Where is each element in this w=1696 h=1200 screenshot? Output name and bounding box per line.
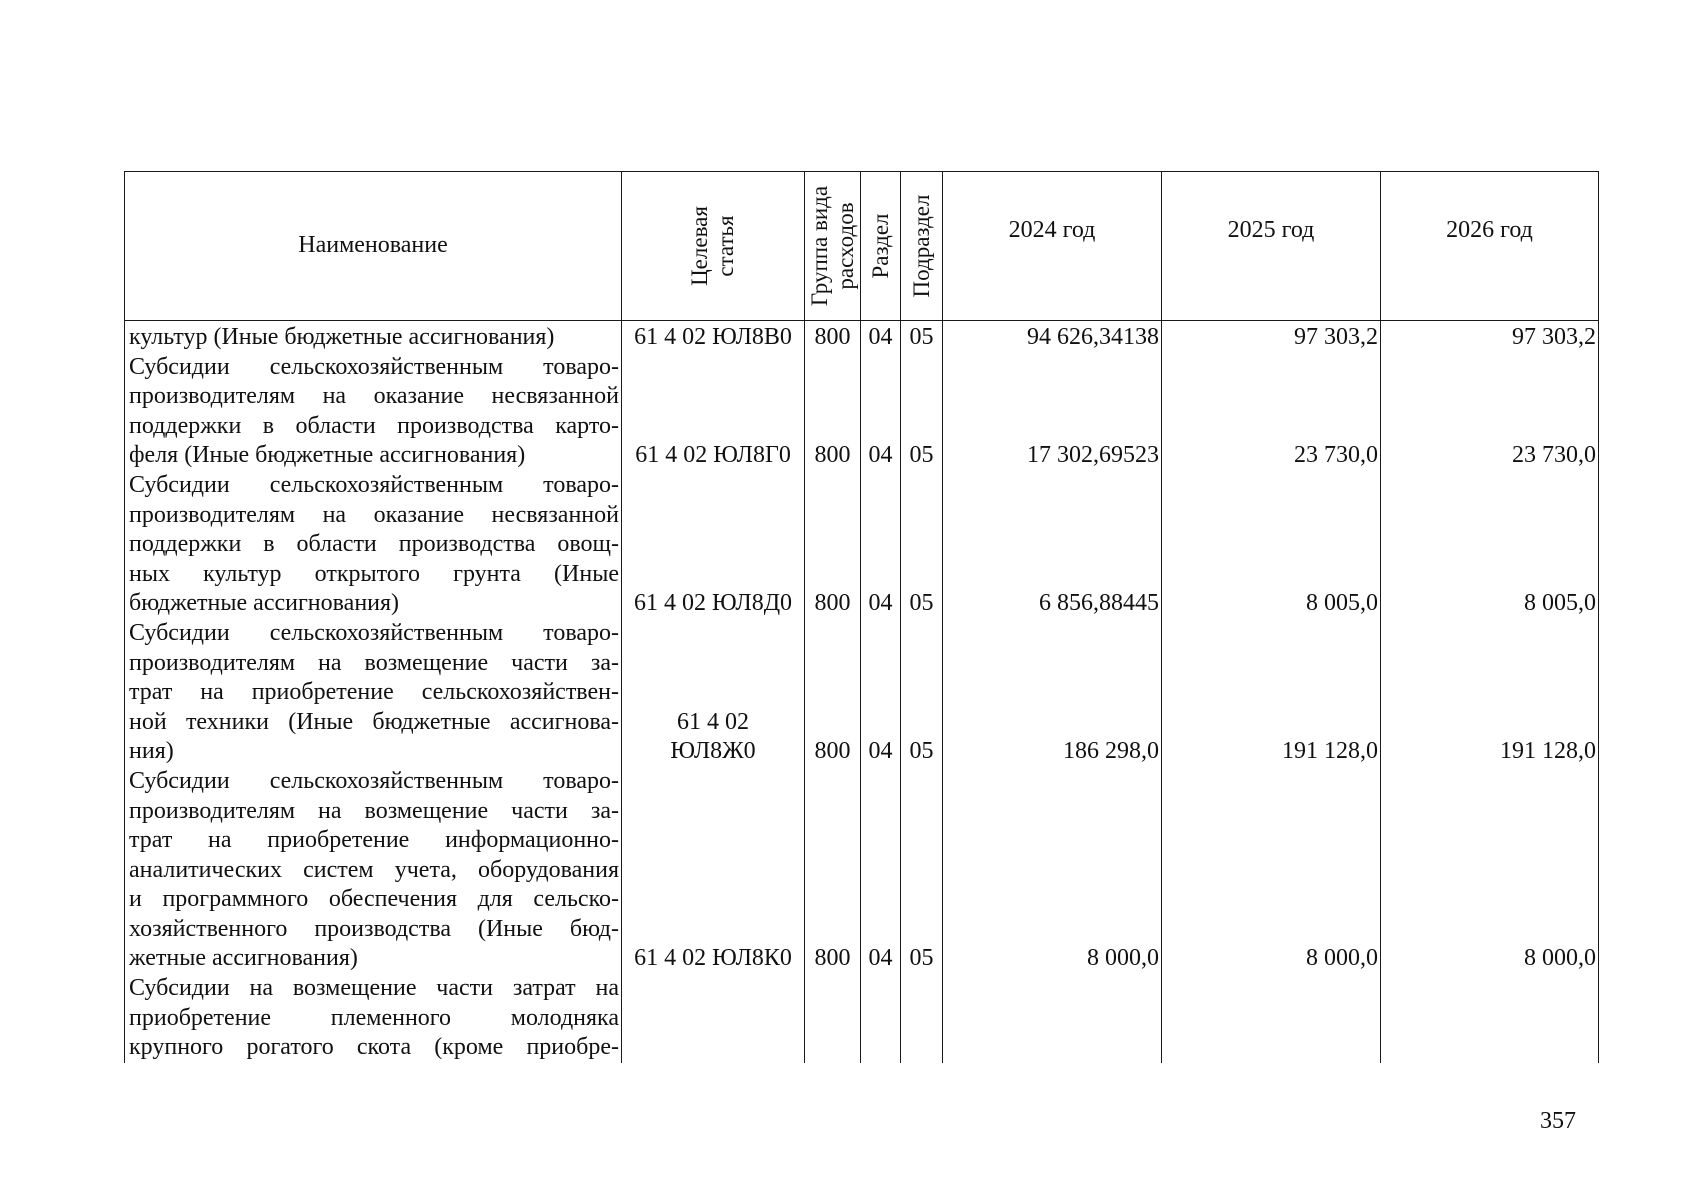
row-group: 800 [805, 619, 861, 767]
header-subsection-label: Подраздел [908, 194, 934, 298]
row-group [805, 974, 861, 1063]
table-row [125, 353, 1599, 471]
row-name-line: трат на приобретение информационно- [129, 827, 619, 854]
row-code: 61 4 02 ЮЛ8К0 [622, 767, 805, 974]
row-name-line: производителям на оказание несвязанной [129, 501, 619, 528]
row-value-2026: 23 730,0 [1381, 353, 1599, 471]
row-name [125, 974, 622, 1063]
row-subsection: 05 [901, 767, 943, 974]
table-row [125, 619, 1599, 767]
row-section: 04 [861, 353, 901, 471]
row-name-line: ных культур открытого грунта (Иные [129, 560, 619, 587]
row-name-line: Субсидии сельскохозяйственным товаро- [129, 619, 619, 646]
header-name [125, 172, 622, 321]
header-section [861, 172, 901, 321]
table-row [125, 321, 1599, 353]
row-value-2026: 97 303,2 [1381, 321, 1599, 353]
row-group: 800 [805, 767, 861, 974]
row-group: 800 [805, 471, 861, 619]
row-value-2026: 191 128,0 [1381, 619, 1599, 767]
budget-table [124, 171, 1599, 1063]
row-value-2024: 186 298,0 [943, 619, 1162, 767]
row-value-2025: 8 000,0 [1162, 767, 1381, 974]
header-target-line1: Целевая [687, 206, 712, 286]
row-subsection: 05 [901, 321, 943, 353]
row-name [125, 321, 622, 353]
header-year-2026 [1381, 172, 1599, 321]
row-code-line2: ЮЛ8Ж0 [670, 738, 756, 765]
row-section: 04 [861, 471, 901, 619]
row-name-line: производителям на возмещение части за- [129, 797, 619, 824]
row-value-2025: 97 303,2 [1162, 321, 1381, 353]
row-section: 04 [861, 321, 901, 353]
header-section-label: Раздел [867, 213, 893, 279]
row-name-line: и программного обеспечения для сельско- [129, 886, 619, 913]
row-value-2026: 8 005,0 [1381, 471, 1599, 619]
row-value-2025: 23 730,0 [1162, 353, 1381, 471]
row-value-2025: 8 005,0 [1162, 471, 1381, 619]
table-header-row [125, 172, 1599, 321]
row-value-2024: 17 302,69523 [943, 353, 1162, 471]
row-value-2024: 8 000,0 [943, 767, 1162, 974]
row-value-2024: 6 856,88445 [943, 471, 1162, 619]
row-name-line: Субсидии на возмещение части затрат на [129, 975, 619, 1002]
row-group: 800 [805, 353, 861, 471]
header-subsection [901, 172, 943, 321]
page-number: 357 [1540, 1108, 1576, 1134]
header-group-line1: Группа вида [806, 185, 832, 307]
row-name [125, 619, 622, 767]
row-code: 61 4 02 ЮЛ8Г0 [622, 353, 805, 471]
row-name-line: культур (Иные бюджетные ассигнования) [129, 324, 555, 350]
row-name-line: жетные ассигнования) [129, 945, 358, 972]
row-name-line: Субсидии сельскохозяйственным товаро- [129, 767, 619, 794]
header-name-label: Наименование [298, 232, 448, 259]
row-name-line: поддержки в области производства карто- [129, 412, 619, 439]
row-code [622, 974, 805, 1063]
row-name-line: Субсидии сельскохозяйственным товаро- [129, 471, 619, 498]
row-name-line: крупного рогатого скота (кроме приобре- [129, 1034, 619, 1061]
header-year-2024-label: 2024 год [1008, 217, 1096, 243]
row-section: 04 [861, 619, 901, 767]
row-name-line: приобретение племенного молодняка [129, 1004, 619, 1031]
row-value-2024: 94 626,34138 [943, 321, 1162, 353]
row-section: 04 [861, 767, 901, 974]
row-subsection: 05 [901, 619, 943, 767]
table-row [125, 767, 1599, 974]
row-name [125, 767, 622, 974]
row-name-line: трат на приобретение сельскохозяйствен- [129, 679, 619, 706]
row-name-line: ной техники (Иные бюджетные ассигнова- [129, 708, 619, 735]
table-row [125, 471, 1599, 619]
row-name-line: поддержки в области производства овощ- [129, 531, 619, 558]
row-subsection: 05 [901, 471, 943, 619]
row-name-line: производителям на оказание несвязанной [129, 383, 619, 410]
header-target-article [622, 172, 805, 321]
row-name [125, 471, 622, 619]
row-code: 61 4 02 ЮЛ8В0 [622, 321, 805, 353]
row-name-line: производителям на возмещение части за- [129, 649, 619, 676]
header-group-line2: расходов [832, 202, 858, 290]
row-value-2026: 8 000,0 [1381, 767, 1599, 974]
row-group: 800 [805, 321, 861, 353]
table-row [125, 974, 1599, 1063]
header-year-2024 [943, 172, 1162, 321]
header-year-2025-label: 2025 год [1227, 217, 1315, 243]
row-code-line1: 61 4 02 [677, 708, 749, 735]
header-year-2025 [1162, 172, 1381, 321]
row-value-2024 [943, 974, 1162, 1063]
row-value-2025 [1162, 974, 1381, 1063]
row-code: 61 4 02 ЮЛ8Д0 [622, 471, 805, 619]
row-value-2025: 191 128,0 [1162, 619, 1381, 767]
header-expense-group [805, 172, 861, 321]
row-value-2026 [1381, 974, 1599, 1063]
row-code [622, 619, 805, 767]
row-name-line: хозяйственного производства (Иные бюд- [129, 915, 619, 942]
row-subsection: 05 [901, 353, 943, 471]
row-name-line: ния) [129, 738, 174, 765]
row-name-line: феля (Иные бюджетные ассигнования) [129, 442, 526, 469]
row-subsection [901, 974, 943, 1063]
row-name-line: аналитических систем учета, оборудования [129, 856, 619, 883]
row-name-line: Субсидии сельскохозяйственным товаро- [129, 353, 619, 380]
header-target-line2: статья [713, 215, 738, 277]
row-name [125, 353, 622, 471]
row-section [861, 974, 901, 1063]
row-name-line: бюджетные ассигнования) [129, 590, 400, 617]
header-year-2026-label: 2026 год [1446, 217, 1533, 243]
